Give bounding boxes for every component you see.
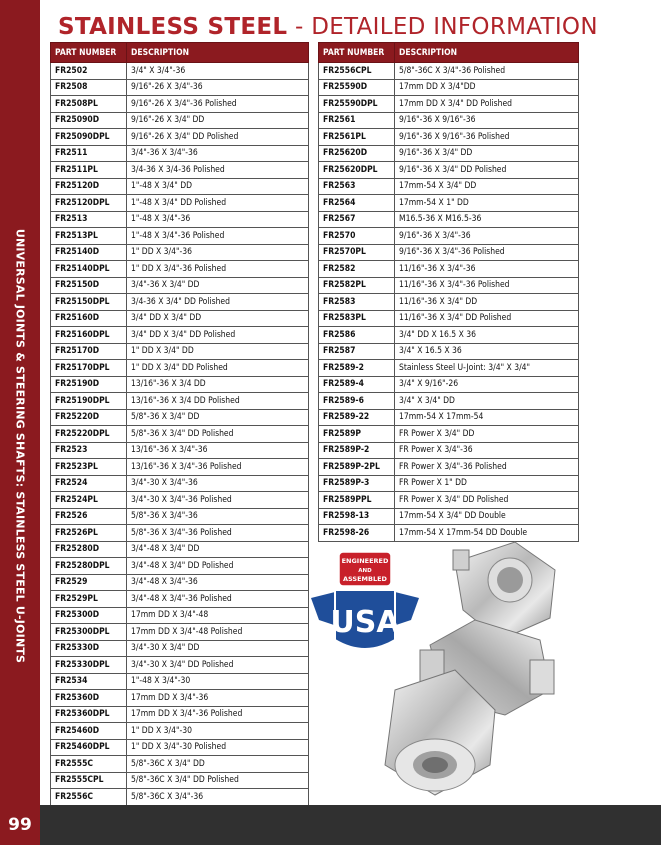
description-cell: FR Power X 1" DD <box>395 475 579 492</box>
part-number-cell: FR2555CPL <box>51 772 127 789</box>
description-cell: 1"-48 X 3/4"-36 Polished <box>127 228 309 245</box>
description-cell: 3/4"-48 X 3/4" DD <box>127 541 309 558</box>
description-cell: 1"-48 X 3/4"-36 <box>127 211 309 228</box>
part-number-cell: FR2526PL <box>51 525 127 542</box>
part-number-cell: FR2582PL <box>319 277 395 294</box>
table-row <box>51 442 309 459</box>
description-cell: 3/4" DD X 3/4" DD <box>127 310 309 327</box>
table-row <box>319 310 579 327</box>
table-row <box>319 63 579 80</box>
description-cell: 9/16"-26 X 3/4"-36 <box>127 79 309 96</box>
description-cell: 11/16"-36 X 3/4"-36 Polished <box>395 277 579 294</box>
part-number-cell: FR2555C <box>51 756 127 773</box>
table-row <box>319 195 579 212</box>
table-row <box>319 376 579 393</box>
part-number-cell: FR2589-6 <box>319 393 395 410</box>
table-row <box>319 327 579 344</box>
description-cell: 3/4" X 3/4"-36 <box>127 63 309 80</box>
description-cell: FR Power X 3/4"-36 Polished <box>395 459 579 476</box>
part-number-cell: FR2589P <box>319 426 395 443</box>
description-cell: 5/8"-36 X 3/4" DD <box>127 409 309 426</box>
part-number-cell: FR25620DPL <box>319 162 395 179</box>
description-cell: 17mm-54 X 3/4" DD Double <box>395 508 579 525</box>
table-row <box>51 228 309 245</box>
page-title-bold: STAINLESS STEEL <box>58 14 288 40</box>
description-cell: 17mm-54 X 3/4" DD <box>395 178 579 195</box>
badge-line1: ENGINEERED <box>341 557 389 565</box>
description-cell: 1"-48 X 3/4" DD <box>127 178 309 195</box>
part-number-cell: FR2526 <box>51 508 127 525</box>
part-number-cell: FR25170D <box>51 343 127 360</box>
part-number-cell: FR2523 <box>51 442 127 459</box>
part-number-cell: FR2508 <box>51 79 127 96</box>
table-row <box>51 195 309 212</box>
table-row <box>319 129 579 146</box>
part-number-cell: FR25460DPL <box>51 739 127 756</box>
description-cell: 3/4-36 X 3/4-36 Polished <box>127 162 309 179</box>
table-row <box>319 96 579 113</box>
table-row <box>319 162 579 179</box>
part-number-cell: FR25150DPL <box>51 294 127 311</box>
part-number-cell: FR2564 <box>319 195 395 212</box>
table-row <box>319 525 579 542</box>
table-row <box>51 624 309 641</box>
description-cell: 17mm-54 X 17mm-54 DD Double <box>395 525 579 542</box>
table-row <box>51 492 309 509</box>
table-row <box>51 145 309 162</box>
part-number-cell: FR25160DPL <box>51 327 127 344</box>
part-number-cell: FR2598-13 <box>319 508 395 525</box>
description-cell: 3/4" X 3/4" DD <box>395 393 579 410</box>
description-cell: 9/16"-36 X 3/4"-36 Polished <box>395 244 579 261</box>
table-row <box>51 459 309 476</box>
description-cell: 5/8"-36C X 3/4"-36 <box>127 789 309 806</box>
description-cell: FR Power X 3/4" DD Polished <box>395 492 579 509</box>
table-row <box>51 327 309 344</box>
description-cell: 5/8"-36 X 3/4"-36 <box>127 508 309 525</box>
table-row <box>51 129 309 146</box>
table-row <box>319 459 579 476</box>
part-number-cell: FR25170DPL <box>51 360 127 377</box>
badge-main: USA <box>330 605 400 640</box>
u-joint-illustration <box>385 542 555 795</box>
table-row <box>51 343 309 360</box>
description-cell: 17mm DD X 3/4"-36 Polished <box>127 706 309 723</box>
badge-line3: ASSEMBLED <box>343 575 387 583</box>
part-number-cell: FR25190D <box>51 376 127 393</box>
description-cell: 17mm DD X 3/4" DD Polished <box>395 96 579 113</box>
description-cell: 1" DD X 3/4"-36 <box>127 244 309 261</box>
table-row <box>51 723 309 740</box>
part-number-cell: FR2511 <box>51 145 127 162</box>
part-number-cell: FR25360DPL <box>51 706 127 723</box>
description-cell: 1"-48 X 3/4"-30 <box>127 673 309 690</box>
parts-table-left <box>50 42 309 806</box>
part-number-cell: FR25330D <box>51 640 127 657</box>
description-cell: 5/8"-36C X 3/4" DD <box>127 756 309 773</box>
description-cell: 3/4"-30 X 3/4" DD <box>127 640 309 657</box>
part-number-cell: FR2582 <box>319 261 395 278</box>
part-number-cell: FR25330DPL <box>51 657 127 674</box>
table-row <box>51 261 309 278</box>
description-cell: FR Power X 3/4" DD <box>395 426 579 443</box>
description-cell: 9/16"-36 X 9/16"-36 Polished <box>395 129 579 146</box>
description-cell: 11/16"-36 X 3/4"-36 <box>395 261 579 278</box>
description-cell: 3/4"-36 X 3/4"-36 <box>127 145 309 162</box>
table-row <box>51 640 309 657</box>
description-cell: Stainless Steel U-Joint: 3/4" X 3/4" <box>395 360 579 377</box>
part-number-cell: FR25090D <box>51 112 127 129</box>
description-cell: 9/16"-26 X 3/4" DD Polished <box>127 129 309 146</box>
table-row <box>319 244 579 261</box>
description-cell: 9/16"-26 X 3/4" DD <box>127 112 309 129</box>
footer-bar <box>0 805 661 845</box>
table-row <box>51 541 309 558</box>
description-cell: 3/4"-30 X 3/4" DD Polished <box>127 657 309 674</box>
table-row <box>319 112 579 129</box>
table-row <box>319 178 579 195</box>
table-row <box>51 211 309 228</box>
table-row <box>319 360 579 377</box>
description-cell: 17mm DD X 3/4"-48 Polished <box>127 624 309 641</box>
table-row <box>51 409 309 426</box>
description-cell: 9/16"-36 X 3/4" DD Polished <box>395 162 579 179</box>
part-number-cell: FR2502 <box>51 63 127 80</box>
table-row <box>319 508 579 525</box>
description-cell: 3/4" DD X 16.5 X 36 <box>395 327 579 344</box>
part-number-cell: FR2589-4 <box>319 376 395 393</box>
part-number-cell: FR25140D <box>51 244 127 261</box>
side-section-title: UNIVERSAL JOINTS & STEERING SHAFTS: STAINLESS STEEL U-JOINTS <box>13 228 27 664</box>
page-number: 99 <box>0 805 40 845</box>
badge-line2: AND <box>358 568 372 574</box>
part-number-cell: FR2529PL <box>51 591 127 608</box>
table-row <box>51 673 309 690</box>
description-cell: 9/16"-36 X 3/4" DD <box>395 145 579 162</box>
part-number-cell: FR2534 <box>51 673 127 690</box>
part-number-cell: FR2589P-3 <box>319 475 395 492</box>
description-cell: 3/4"-30 X 3/4"-36 Polished <box>127 492 309 509</box>
table-row <box>51 508 309 525</box>
part-number-cell: FR2570PL <box>319 244 395 261</box>
table-row <box>51 63 309 80</box>
part-number-cell: FR25360D <box>51 690 127 707</box>
description-cell: 13/16"-36 X 3/4"-36 <box>127 442 309 459</box>
description-cell: 1" DD X 3/4"-36 Polished <box>127 261 309 278</box>
description-cell: 1" DD X 3/4"-30 Polished <box>127 739 309 756</box>
table-row <box>319 442 579 459</box>
table-row <box>319 393 579 410</box>
table-row <box>51 789 309 806</box>
part-number-cell: FR25150D <box>51 277 127 294</box>
part-number-cell: FR2589-22 <box>319 409 395 426</box>
description-header: DESCRIPTION <box>127 43 309 63</box>
table-row <box>319 409 579 426</box>
description-cell: FR Power X 3/4"-36 <box>395 442 579 459</box>
table-row <box>51 178 309 195</box>
table-row <box>51 376 309 393</box>
table-row <box>51 360 309 377</box>
description-cell: 1" DD X 3/4"-30 <box>127 723 309 740</box>
part-number-cell: FR25280DPL <box>51 558 127 575</box>
part-number-cell: FR2587 <box>319 343 395 360</box>
description-cell: 3/4" X 9/16"-26 <box>395 376 579 393</box>
description-header: DESCRIPTION <box>395 43 579 63</box>
table-row <box>319 492 579 509</box>
parts-table-right <box>318 42 579 542</box>
description-cell: M16.5-36 X M16.5-36 <box>395 211 579 228</box>
part-number-cell: FR2508PL <box>51 96 127 113</box>
description-cell: 3/4"-48 X 3/4" DD Polished <box>127 558 309 575</box>
part-number-cell: FR25140DPL <box>51 261 127 278</box>
table-row <box>51 244 309 261</box>
table-header-row <box>319 43 579 63</box>
table-row <box>51 525 309 542</box>
description-cell: 9/16"-36 X 3/4"-36 <box>395 228 579 245</box>
description-cell: 17mm-54 X 1" DD <box>395 195 579 212</box>
part-number-cell: FR25190DPL <box>51 393 127 410</box>
part-number-cell: FR25280D <box>51 541 127 558</box>
description-cell: 9/16"-26 X 3/4"-36 Polished <box>127 96 309 113</box>
description-cell: 3/4-36 X 3/4" DD Polished <box>127 294 309 311</box>
part-number-cell: FR2556C <box>51 789 127 806</box>
table-row <box>319 343 579 360</box>
page-title <box>58 10 598 44</box>
part-number-cell: FR25120D <box>51 178 127 195</box>
description-cell: 13/16"-36 X 3/4 DD Polished <box>127 393 309 410</box>
table-row <box>51 96 309 113</box>
part-number-cell: FR2561 <box>319 112 395 129</box>
part-number-cell: FR2589-2 <box>319 360 395 377</box>
part-number-cell: FR25620D <box>319 145 395 162</box>
part-number-cell: FR2511PL <box>51 162 127 179</box>
part-number-cell: FR2556CPL <box>319 63 395 80</box>
description-cell: 3/4"-36 X 3/4" DD <box>127 277 309 294</box>
table-row <box>51 162 309 179</box>
part-number-cell: FR25590DPL <box>319 96 395 113</box>
part-number-cell: FR2586 <box>319 327 395 344</box>
table-row <box>51 277 309 294</box>
description-cell: 9/16"-36 X 9/16"-36 <box>395 112 579 129</box>
part-number-cell: FR25220D <box>51 409 127 426</box>
part-number-cell: FR25120DPL <box>51 195 127 212</box>
description-cell: 5/8"-36C X 3/4" DD Polished <box>127 772 309 789</box>
table-row <box>319 145 579 162</box>
table-row <box>319 475 579 492</box>
part-number-cell: FR2583 <box>319 294 395 311</box>
table-row <box>319 294 579 311</box>
table-row <box>51 706 309 723</box>
table-row <box>319 211 579 228</box>
table-row <box>319 228 579 245</box>
parts-table-left-body <box>51 63 309 806</box>
part-number-cell: FR2598-26 <box>319 525 395 542</box>
table-row <box>51 79 309 96</box>
part-number-header: PART NUMBER <box>319 43 395 63</box>
part-number-cell: FR2589P-2 <box>319 442 395 459</box>
description-cell: 5/8"-36C X 3/4"-36 Polished <box>395 63 579 80</box>
table-row <box>51 756 309 773</box>
part-number-cell: FR2529 <box>51 574 127 591</box>
part-number-cell: FR2583PL <box>319 310 395 327</box>
description-cell: 3/4"-48 X 3/4"-36 Polished <box>127 591 309 608</box>
table-header-row <box>51 43 309 63</box>
part-number-cell: FR25300D <box>51 607 127 624</box>
table-row <box>51 607 309 624</box>
part-number-cell: FR2589P-2PL <box>319 459 395 476</box>
table-row <box>51 310 309 327</box>
part-number-cell: FR2513PL <box>51 228 127 245</box>
table-row <box>319 79 579 96</box>
description-cell: 17mm-54 X 17mm-54 <box>395 409 579 426</box>
description-cell: 11/16"-36 X 3/4" DD Polished <box>395 310 579 327</box>
page-title-rest: - DETAILED INFORMATION <box>287 14 598 40</box>
table-row <box>51 112 309 129</box>
part-number-cell: FR2570 <box>319 228 395 245</box>
description-cell: 13/16"-36 X 3/4"-36 Polished <box>127 459 309 476</box>
part-number-cell: FR2523PL <box>51 459 127 476</box>
part-number-cell: FR25590D <box>319 79 395 96</box>
description-cell: 1"-48 X 3/4" DD Polished <box>127 195 309 212</box>
part-number-cell: FR2567 <box>319 211 395 228</box>
part-number-cell: FR2524 <box>51 475 127 492</box>
table-row <box>51 690 309 707</box>
table-row <box>51 772 309 789</box>
table-row <box>51 657 309 674</box>
part-number-cell: FR25300DPL <box>51 624 127 641</box>
description-cell: 13/16"-36 X 3/4 DD <box>127 376 309 393</box>
description-cell: 3/4"-48 X 3/4"-36 <box>127 574 309 591</box>
table-row <box>51 739 309 756</box>
description-cell: 17mm DD X 3/4"-36 <box>127 690 309 707</box>
description-cell: 1" DD X 3/4" DD <box>127 343 309 360</box>
part-number-cell: FR2561PL <box>319 129 395 146</box>
part-number-cell: FR25160D <box>51 310 127 327</box>
table-row <box>51 558 309 575</box>
description-cell: 3/4" DD X 3/4" DD Polished <box>127 327 309 344</box>
part-number-cell: FR25220DPL <box>51 426 127 443</box>
parts-table-right-body <box>319 63 579 542</box>
description-cell: 5/8"-36 X 3/4"-36 Polished <box>127 525 309 542</box>
description-cell: 5/8"-36 X 3/4" DD Polished <box>127 426 309 443</box>
description-cell: 3/4" X 16.5 X 36 <box>395 343 579 360</box>
description-cell: 3/4"-30 X 3/4"-36 <box>127 475 309 492</box>
description-cell: 1" DD X 3/4" DD Polished <box>127 360 309 377</box>
part-number-cell: FR2513 <box>51 211 127 228</box>
table-row <box>51 574 309 591</box>
sidebar <box>0 0 40 845</box>
engineered-usa-badge <box>311 552 419 649</box>
table-row <box>51 294 309 311</box>
table-row <box>51 426 309 443</box>
table-row <box>319 426 579 443</box>
table-row <box>319 277 579 294</box>
part-number-cell: FR25460D <box>51 723 127 740</box>
description-cell: 17mm DD X 3/4"-48 <box>127 607 309 624</box>
part-number-header: PART NUMBER <box>51 43 127 63</box>
part-number-cell: FR25090DPL <box>51 129 127 146</box>
table-row <box>51 591 309 608</box>
table-row <box>319 261 579 278</box>
part-number-cell: FR2563 <box>319 178 395 195</box>
part-number-cell: FR2589PPL <box>319 492 395 509</box>
table-row <box>51 393 309 410</box>
product-photo <box>305 540 625 805</box>
description-cell: 17mm DD X 3/4"DD <box>395 79 579 96</box>
table-row <box>51 475 309 492</box>
part-number-cell: FR2524PL <box>51 492 127 509</box>
description-cell: 11/16"-36 X 3/4" DD <box>395 294 579 311</box>
